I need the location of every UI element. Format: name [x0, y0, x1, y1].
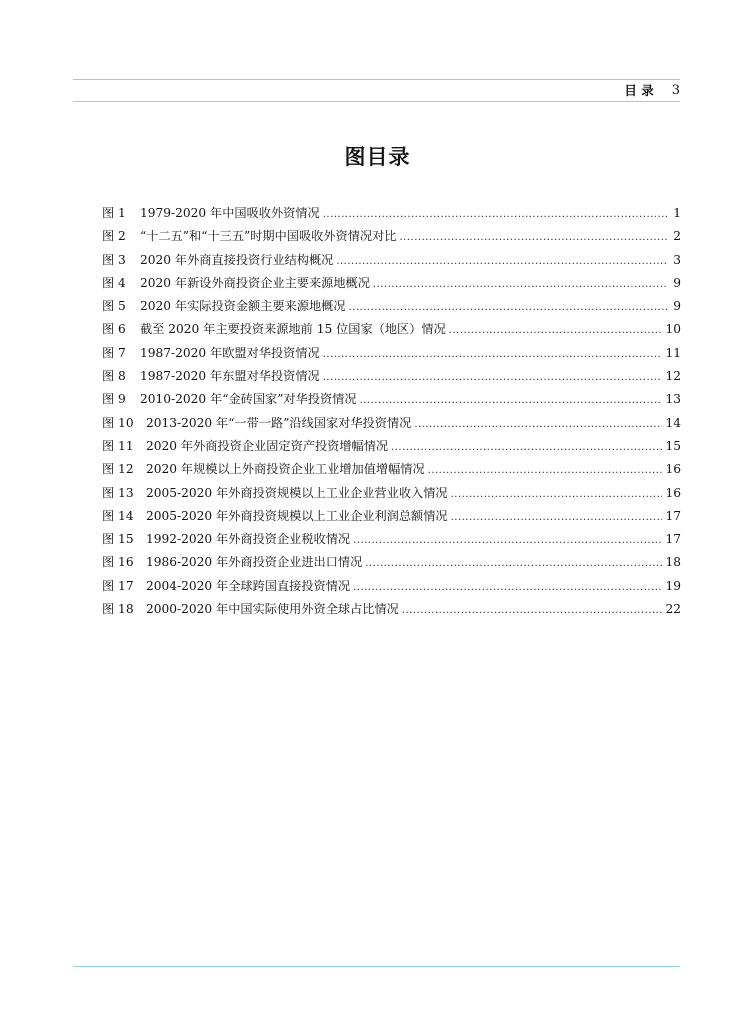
toc-entry-page-number: 13 — [665, 392, 681, 407]
toc-entry[interactable] — [102, 367, 681, 390]
toc-leader-dots — [373, 279, 668, 290]
toc-entry-label: 图 11 — [102, 438, 134, 453]
toc-leader-dots — [414, 419, 662, 430]
toc-entry-label: 图 18 — [102, 602, 134, 617]
toc-entry-label: 图 1 — [102, 206, 126, 220]
toc-entry-page-number: 9 — [673, 275, 681, 290]
toc-entry-label: 图 12 — [102, 462, 134, 477]
toc-entry[interactable] — [102, 600, 681, 623]
toc-entry-page-number: 3 — [673, 252, 681, 267]
toc-leader-dots — [451, 512, 663, 523]
toc-entry-page-number: 19 — [665, 578, 681, 593]
toc-entry-text: 2013-2020 年“一带一路”沿线国家对华投资情况 — [146, 415, 412, 430]
toc-entry-page-number: 11 — [665, 345, 681, 360]
toc-leader-dots — [349, 302, 668, 313]
toc-entry[interactable] — [102, 274, 681, 297]
toc-leader-dots — [360, 395, 663, 406]
toc-entry-page-number: 14 — [665, 415, 681, 430]
toc-leader-dots — [400, 232, 669, 243]
toc-entry-text: 1986-2020 年外商投资企业进出口情况 — [146, 555, 363, 570]
toc-leader-dots — [323, 209, 668, 220]
toc-entry[interactable] — [102, 507, 681, 530]
toc-entry-page-number: 9 — [673, 299, 681, 314]
toc-entry-label: 图 16 — [102, 555, 134, 570]
toc-leader-dots — [449, 325, 663, 336]
toc-entry-label: 图 8 — [102, 369, 126, 384]
toc-entry-page-number: 15 — [665, 438, 681, 453]
toc-entry-label: 图 2 — [102, 229, 126, 244]
toc-entry-page-number: 16 — [665, 462, 681, 477]
toc-entry-label: 图 7 — [102, 345, 126, 360]
page-title: 图目录 — [344, 144, 411, 169]
toc-entry-page-number: 17 — [665, 532, 681, 547]
toc-leader-dots — [353, 582, 662, 593]
figure-list — [102, 204, 681, 623]
toc-leader-dots — [402, 605, 663, 616]
toc-entry-page-number: 18 — [665, 555, 681, 570]
toc-entry-page-number: 17 — [665, 508, 681, 523]
toc-leader-dots — [451, 489, 663, 500]
toc-entry-text: 2005-2020 年外商投资规模以上工业企业营业收入情况 — [146, 485, 448, 500]
header-bottom-rule — [73, 101, 680, 102]
toc-entry[interactable] — [102, 320, 681, 343]
toc-entry-label: 图 3 — [102, 252, 126, 267]
toc-leader-dots — [365, 558, 662, 569]
toc-entry-label: 图 9 — [102, 392, 126, 407]
footer-rule — [73, 966, 680, 967]
toc-entry-text: 2004-2020 年全球跨国直接投资情况 — [146, 578, 351, 593]
toc-entry[interactable] — [102, 390, 681, 413]
toc-entry-text: 2020 年实际投资金额主要来源地概况 — [140, 299, 346, 314]
toc-leader-dots — [391, 442, 662, 453]
toc-entry-label: 图 17 — [102, 578, 134, 593]
toc-entry[interactable] — [102, 484, 681, 507]
toc-entry-text: 1979-2020 年中国吸收外资情况 — [140, 206, 320, 220]
running-header-page-number: 3 — [671, 82, 680, 98]
toc-entry-text: 1987-2020 年欧盟对华投资情况 — [140, 345, 320, 360]
toc-entry-label: 图 14 — [102, 508, 134, 523]
toc-entry-text: 2020 年外商直接投资行业结构概况 — [140, 252, 334, 267]
toc-entry-text: “十二五”和“十三五”时期中国吸收外资情况对比 — [140, 229, 397, 244]
toc-entry[interactable] — [102, 344, 681, 367]
toc-entry-label: 图 10 — [102, 415, 134, 430]
toc-entry[interactable] — [102, 251, 681, 274]
toc-entry-text: 1987-2020 年东盟对华投资情况 — [140, 369, 320, 384]
toc-leader-dots — [353, 535, 662, 546]
toc-entry-text: 2020 年外商投资企业固定资产投资增幅情况 — [146, 438, 389, 453]
toc-entry[interactable] — [102, 553, 681, 576]
running-header-title: 目 录 — [624, 83, 654, 98]
toc-leader-dots — [323, 372, 663, 383]
toc-leader-dots — [428, 465, 663, 476]
toc-entry[interactable] — [102, 227, 681, 250]
toc-entry-label: 图 13 — [102, 485, 134, 500]
toc-entry-page-number: 2 — [673, 229, 681, 244]
toc-entry[interactable] — [102, 530, 681, 553]
toc-entry[interactable] — [102, 460, 681, 483]
toc-entry-page-number: 12 — [665, 369, 681, 384]
toc-entry[interactable] — [102, 297, 681, 320]
toc-entry-label: 图 15 — [102, 532, 134, 547]
toc-entry-text: 2005-2020 年外商投资规模以上工业企业利润总额情况 — [146, 508, 448, 523]
toc-entry-text: 截至 2020 年主要投资来源地前 15 位国家（地区）情况 — [140, 322, 446, 337]
toc-entry-page-number: 22 — [665, 602, 681, 617]
toc-entry[interactable] — [102, 204, 681, 227]
toc-entry[interactable] — [102, 577, 681, 600]
toc-leader-dots — [323, 349, 663, 360]
toc-entry-page-number: 1 — [673, 206, 681, 220]
toc-entry-label: 图 6 — [102, 322, 126, 337]
toc-entry-text: 2020 年规模以上外商投资企业工业增加值增幅情况 — [146, 462, 425, 477]
toc-entry-page-number: 10 — [665, 322, 681, 337]
toc-entry[interactable] — [102, 437, 681, 460]
toc-entry-label: 图 4 — [102, 275, 126, 290]
toc-entry-text: 1992-2020 年外商投资企业税收情况 — [146, 532, 351, 547]
running-header — [73, 80, 680, 100]
toc-entry-text: 2000-2020 年中国实际使用外资全球占比情况 — [146, 602, 399, 617]
toc-entry-label: 图 5 — [102, 299, 126, 314]
toc-entry-text: 2010-2020 年“金砖国家”对华投资情况 — [140, 392, 357, 407]
toc-leader-dots — [336, 256, 668, 267]
toc-entry-text: 2020 年新设外商投资企业主要来源地概况 — [140, 275, 370, 290]
toc-entry-page-number: 16 — [665, 485, 681, 500]
toc-entry[interactable] — [102, 414, 681, 437]
